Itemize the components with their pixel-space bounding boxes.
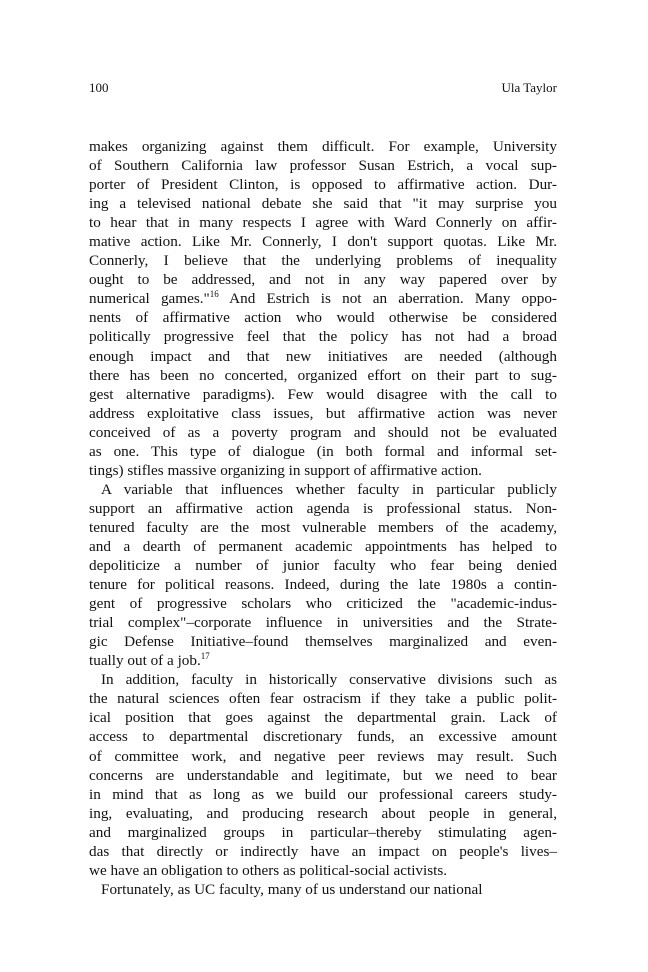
text-line	[89, 461, 557, 480]
line-text: there has been no concerted, organized effort on their part to sug-	[89, 366, 557, 384]
text-line	[89, 727, 557, 746]
line-text: as one. This type of dialogue (in both formal and informal set-	[89, 442, 557, 460]
line-text: gest alternative paradigms). Few would disagree with the call to	[89, 385, 557, 403]
text-line	[89, 251, 557, 270]
running-head-author: Ula Taylor	[501, 80, 557, 95]
line-text: tenure for political reasons. Indeed, during the late 1980s a contin-	[89, 576, 557, 594]
text-line	[89, 537, 557, 556]
text-line	[89, 327, 557, 346]
text-line	[89, 861, 557, 880]
footnote-marker: 16	[209, 289, 219, 300]
paragraph	[89, 137, 557, 480]
text-line	[89, 480, 557, 499]
line-text: Connerly, I believe that the underlying problems of inequality	[89, 252, 557, 270]
text-line	[89, 289, 557, 308]
text-line	[89, 651, 557, 670]
line-text: ing a televised national debate she said that "it may surprise you	[89, 195, 557, 213]
line-text: A variable that influences whether faculty in particular publicly	[101, 480, 557, 498]
line-text: ing, evaluating, and producing research about people in general,	[89, 804, 557, 822]
text-line	[89, 766, 557, 785]
line-text: mative action. Like Mr. Connerly, I don't support quotas. Like Mr.	[89, 233, 557, 251]
text-line	[89, 670, 557, 689]
text-line	[89, 594, 557, 613]
text-line	[89, 404, 557, 423]
line-text: support an affirmative action agenda is professional status. Non-	[89, 499, 557, 517]
text-line	[89, 499, 557, 518]
text-line	[89, 613, 557, 632]
paragraph	[89, 480, 557, 670]
line-text: In addition, faculty in historically conservative divisions such as	[101, 671, 557, 689]
line-text: in mind that as long as we build our professional careers study-	[89, 785, 557, 803]
text-line	[89, 423, 557, 442]
text-line	[89, 842, 557, 861]
line-text: the natural sciences often fear ostracism if they take a public polit-	[89, 690, 557, 708]
line-text: nents of affirmative action who would otherwise be considered	[89, 309, 557, 327]
text-line	[89, 175, 557, 194]
text-line	[89, 232, 557, 251]
text-line	[89, 689, 557, 708]
line-text: ought to be addressed, and not in any way papered over by	[89, 271, 557, 289]
text-line	[89, 385, 557, 404]
line-text: concerns are understandable and legitimate, but we need to bear	[89, 766, 557, 784]
line-text: depoliticize a number of junior faculty who fear being denied	[89, 557, 557, 575]
text-line	[89, 785, 557, 804]
text-line	[89, 804, 557, 823]
line-text: das that directly or indirectly have an impact on people's lives–	[89, 842, 557, 860]
text-line	[89, 880, 557, 899]
line-text: Fortunately, as UC faculty, many of us understand our national	[101, 880, 483, 898]
line-text: politically progressive feel that the policy has not had a broad	[89, 328, 557, 346]
body-text	[89, 137, 557, 899]
line-text: and a dearth of permanent academic appointments has helped to	[89, 537, 557, 555]
text-line	[89, 347, 557, 366]
text-line	[89, 308, 557, 327]
line-text: address exploitative class issues, but affirmative action was never	[89, 404, 557, 422]
line-text: trial complex"–corporate influence in universities and the Strate-	[89, 614, 557, 632]
line-text: to hear that in many respects I agree with Ward Connerly on affir-	[89, 214, 557, 232]
line-text: access to departmental discretionary funds, an excessive amount	[89, 728, 557, 746]
line-text: numerical games."	[89, 290, 210, 308]
line-text: of committee work, and negative peer reviews may result. Such	[89, 747, 557, 765]
text-line	[89, 747, 557, 766]
line-text: ical position that goes against the departmental grain. Lack of	[89, 709, 557, 727]
line-text: gent of progressive scholars who criticized the "academic-indus-	[89, 595, 557, 613]
line-text: porter of President Clinton, is opposed to affirmative action. Dur-	[89, 176, 557, 194]
paragraph	[89, 670, 557, 880]
line-text: and marginalized groups in particular–thereby stimulating agen-	[89, 823, 557, 841]
page-number: 100	[89, 80, 109, 95]
line-text: tenured faculty are the most vulnerable members of the academy,	[89, 518, 557, 536]
text-line	[89, 823, 557, 842]
paragraph	[89, 880, 557, 899]
line-text: gic Defense Initiative–found themselves marginalized and even-	[89, 633, 557, 651]
line-text: tings) stifles massive organizing in support of affirmative action.	[89, 461, 482, 479]
line-text: makes organizing against them difficult. For example, University	[89, 138, 557, 155]
line-text: tually out of a job.	[89, 652, 201, 670]
line-text: conceived of as a poverty program and should not be evaluated	[89, 423, 557, 441]
line-text: of Southern California law professor Susan Estrich, a vocal sup-	[89, 157, 557, 175]
text-line	[89, 632, 557, 651]
text-line	[89, 213, 557, 232]
text-line	[89, 556, 557, 575]
text-line	[89, 518, 557, 537]
footnote-marker: 17	[200, 651, 210, 662]
line-text: enough impact and that new initiatives are needed (although	[89, 347, 557, 365]
text-line	[89, 366, 557, 385]
line-text: we have an obligation to others as political-social activists.	[89, 861, 448, 879]
text-line	[89, 156, 557, 175]
text-line	[89, 575, 557, 594]
text-line	[89, 137, 557, 156]
text-line	[89, 194, 557, 213]
page-header	[89, 80, 557, 98]
text-line	[89, 442, 557, 461]
line-text-after-note: And Estrich is not an aberration. Many oppo-	[218, 290, 557, 308]
text-line	[89, 708, 557, 727]
text-line	[89, 270, 557, 289]
